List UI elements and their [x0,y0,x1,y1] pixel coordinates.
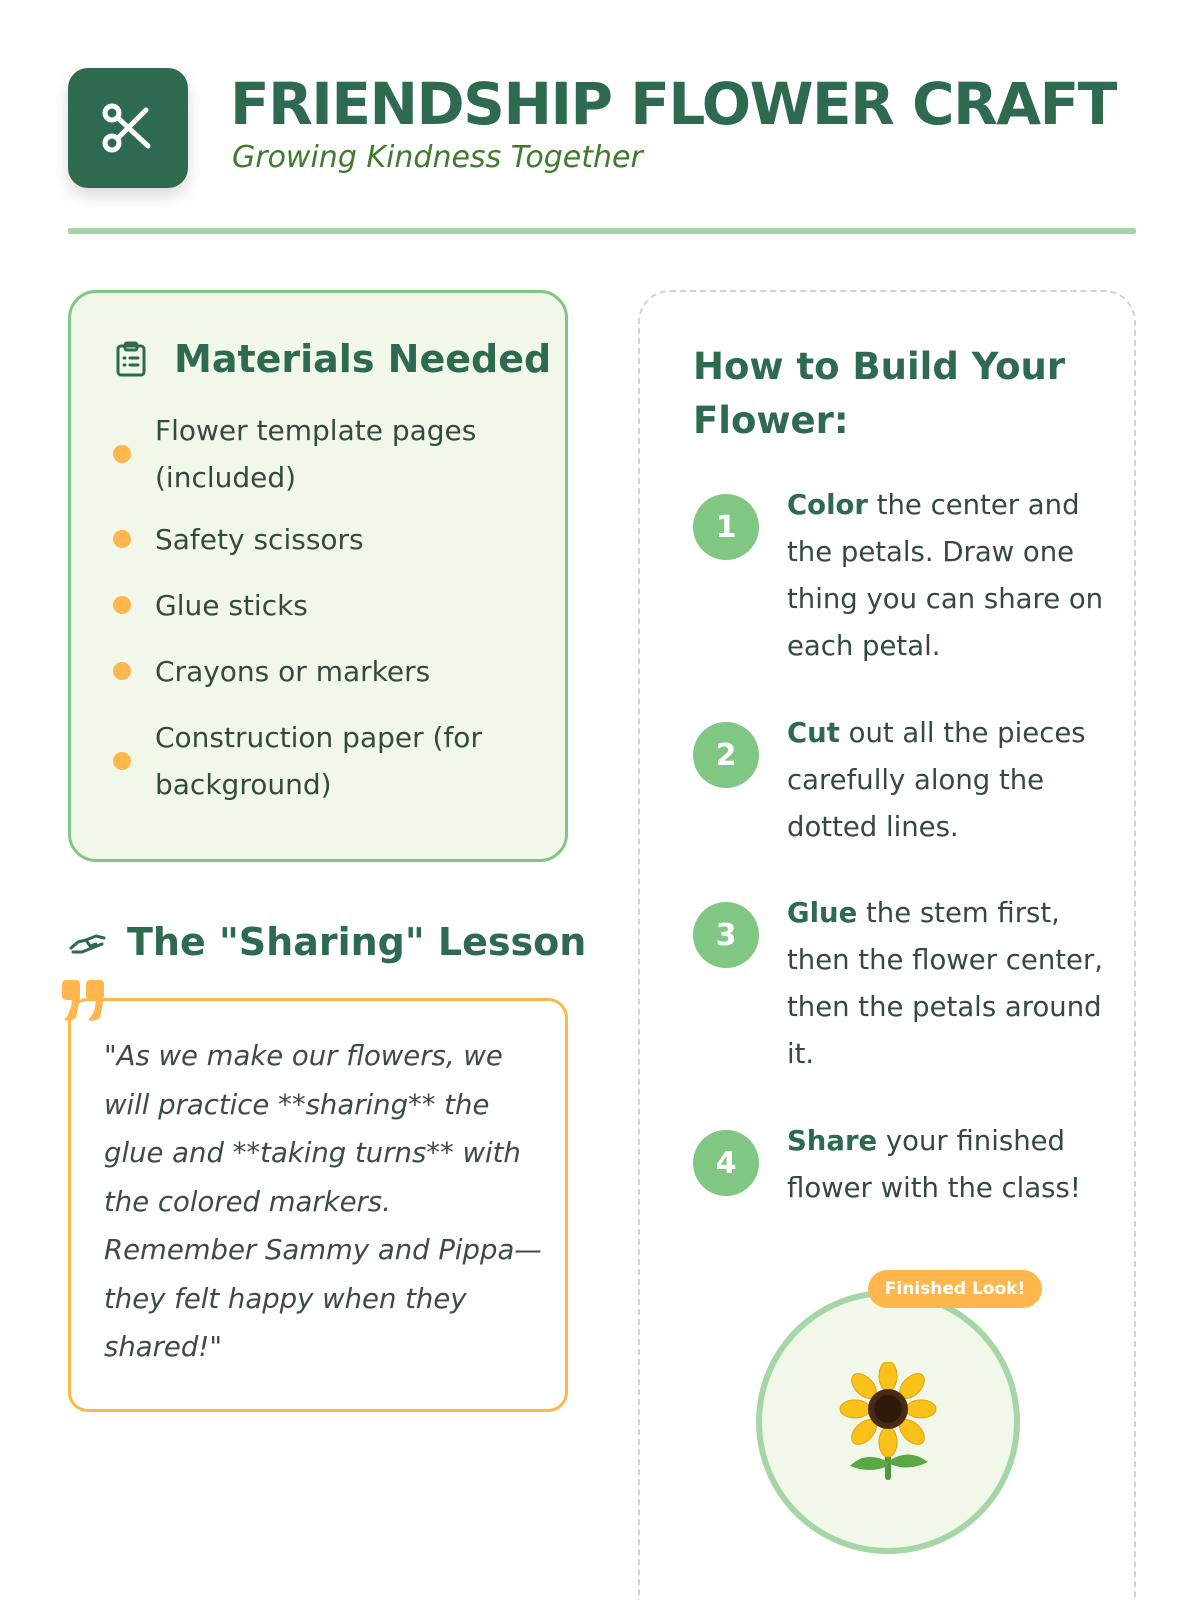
bullet-dot [113,752,131,770]
scissors-icon [96,96,160,160]
lesson-quote: "As we make our flowers, we will practice **sharing** the glue and **taking turns** with the colored markers. Remember Sammy and Pippa—they felt happy when they shared!" [104,1040,542,1363]
clipboard-list-icon [115,341,147,377]
page-subtitle: Growing Kindness Together [232,140,643,175]
step-description: out all the pieces carefully along the dotted lines. [787,717,1086,843]
step-description: your finished flower with the class! [787,1125,1081,1204]
step-number-badge: 2 [693,722,759,788]
step-number-badge: 4 [693,1130,759,1196]
step-verb: Share [787,1125,878,1157]
materials-heading: Materials Needed [174,337,552,381]
finished-preview [756,1290,1020,1554]
step-verb: Glue [787,897,858,929]
sunflower-icon [836,1362,940,1482]
step-number-badge: 3 [693,902,759,968]
step-text [787,710,1107,851]
step-text [787,1118,1107,1212]
material-text: Glue sticks [155,589,308,622]
step-text [787,890,1107,1078]
material-text: Construction paper (for background) [155,721,482,801]
material-text: Flower template pages (included) [155,414,477,494]
material-text: Crayons or markers [155,655,431,688]
header-divider [68,228,1136,234]
step-verb: Color [787,489,868,521]
material-text: Safety scissors [155,523,364,556]
bullet-dot [113,445,131,463]
lesson-heading: The "Sharing" Lesson [127,920,587,964]
bullet-dot [113,662,131,680]
step-description: the center and the petals. Draw one thing you can share on each petal. [787,489,1104,662]
logo-badge [68,68,188,188]
step-verb: Cut [787,717,840,749]
quote-mark-icon [60,978,108,1024]
materials-card [68,290,568,862]
step-number-badge: 1 [693,494,759,560]
handshake-icon [68,928,108,960]
steps-heading: How to Build Your Flower: [693,345,1066,442]
bullet-dot [113,530,131,548]
step-description: the stem first, then the flower center, then the petals around it. [787,897,1103,1070]
page-title: FRIENDSHIP FLOWER CRAFT [230,70,1116,138]
step-text [787,482,1107,670]
bullet-dot [113,596,131,614]
finished-look-badge: Finished Look! [868,1270,1042,1308]
